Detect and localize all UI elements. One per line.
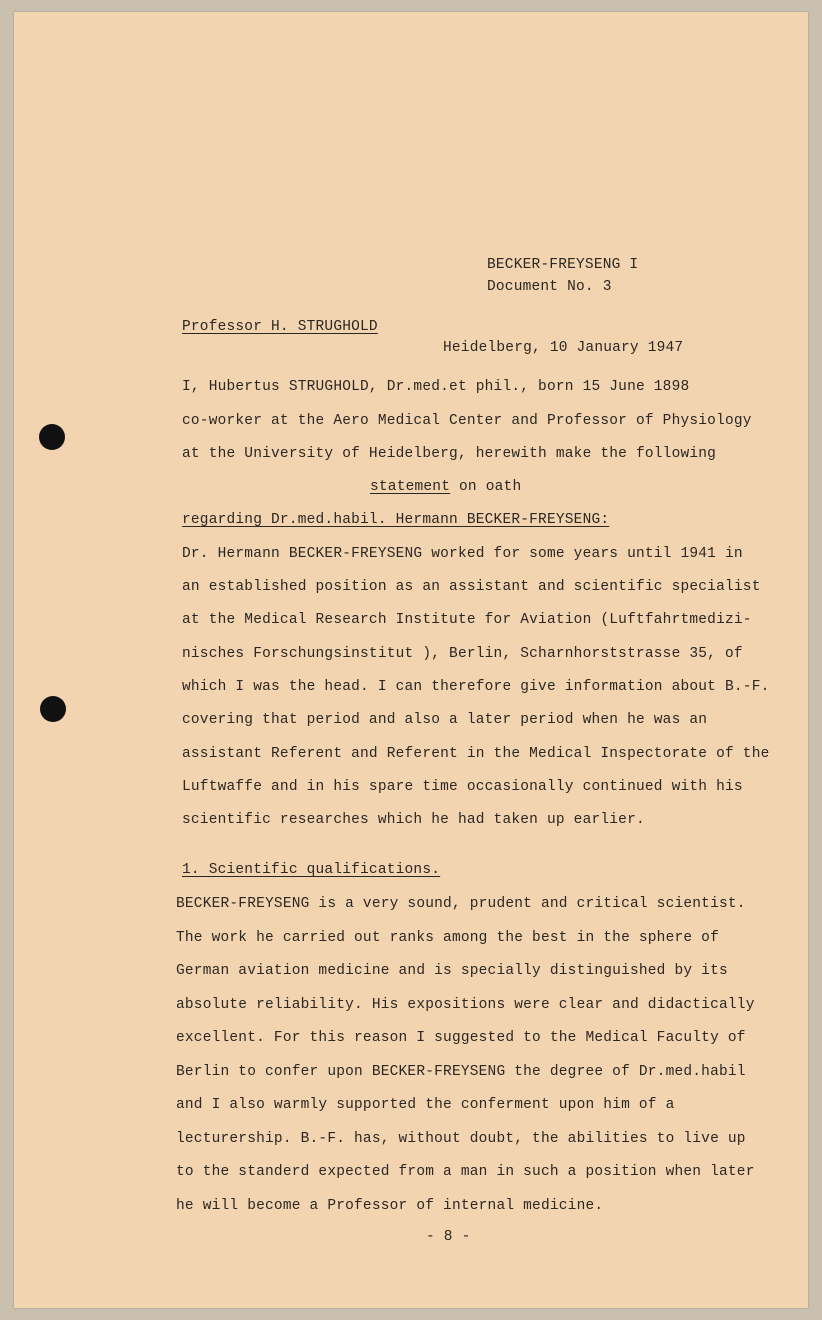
body-line: Berlin to confer upon BECKER-FREYSENG the degree of Dr.med.habil xyxy=(176,1064,746,1080)
body-line: covering that period and also a later period when he was an xyxy=(182,712,708,728)
body-line: an established position as an assistant and scientific specialist xyxy=(182,579,761,595)
statement-suffix: on oath xyxy=(459,479,522,495)
body-line: absolute reliability. His expositions were clear and didactically xyxy=(176,997,755,1013)
section-heading: 1. Scientific qualifications. xyxy=(182,862,441,878)
punch-hole-bottom xyxy=(40,696,66,722)
body-line: Dr. Hermann BECKER-FREYSENG worked for some years until 1941 in xyxy=(182,546,743,562)
statement-word: statement xyxy=(370,479,451,495)
body-line: and I also warmly supported the conferment upon him of a xyxy=(176,1097,675,1113)
intro-line: co-worker at the Aero Medical Center and Professor of Physiology xyxy=(182,413,752,429)
intro-line: I, Hubertus STRUGHOLD, Dr.med.et phil., born 15 June 1898 xyxy=(182,379,690,395)
body-line: to the standerd expected from a man in such a position when later xyxy=(176,1164,755,1180)
author-name: Professor H. STRUGHOLD xyxy=(182,319,378,335)
body-line: which I was the head. I can therefore give information about B.-F. xyxy=(182,679,770,695)
body-line: German aviation medicine and is specially distinguished by its xyxy=(176,963,728,979)
punch-hole-top xyxy=(39,424,65,450)
statement-line xyxy=(370,478,521,496)
page-number: - 8 - xyxy=(426,1229,471,1245)
document-reference-line1: BECKER-FREYSENG I xyxy=(487,257,639,273)
body-line: scientific researches which he had taken up earlier. xyxy=(182,812,645,828)
intro-line: at the University of Heidelberg, herewith make the following xyxy=(182,446,717,462)
body-line: The work he carried out ranks among the best in the sphere of xyxy=(176,930,719,946)
body-line: at the Medical Research Institute for Aviation (Luftfahrtmedizi- xyxy=(182,612,752,628)
document-reference-line2: Document No. 3 xyxy=(487,279,612,295)
body-line: Luftwaffe and in his spare time occasionally continued with his xyxy=(182,779,743,795)
body-line: lecturership. B.-F. has, without doubt, the abilities to live up xyxy=(176,1131,746,1147)
regarding-heading: regarding Dr.med.habil. Hermann BECKER-FREYSENG: xyxy=(182,512,610,528)
body-line: assistant Referent and Referent in the Medical Inspectorate of the xyxy=(182,746,770,762)
body-line: nisches Forschungsinstitut ), Berlin, Scharnhorststrasse 35, of xyxy=(182,646,743,662)
place-date: Heidelberg, 10 January 1947 xyxy=(443,340,684,356)
body-line: excellent. For this reason I suggested to the Medical Faculty of xyxy=(176,1030,746,1046)
body-line: BECKER-FREYSENG is a very sound, prudent and critical scientist. xyxy=(176,896,746,912)
body-line: he will become a Professor of internal medicine. xyxy=(176,1198,604,1214)
